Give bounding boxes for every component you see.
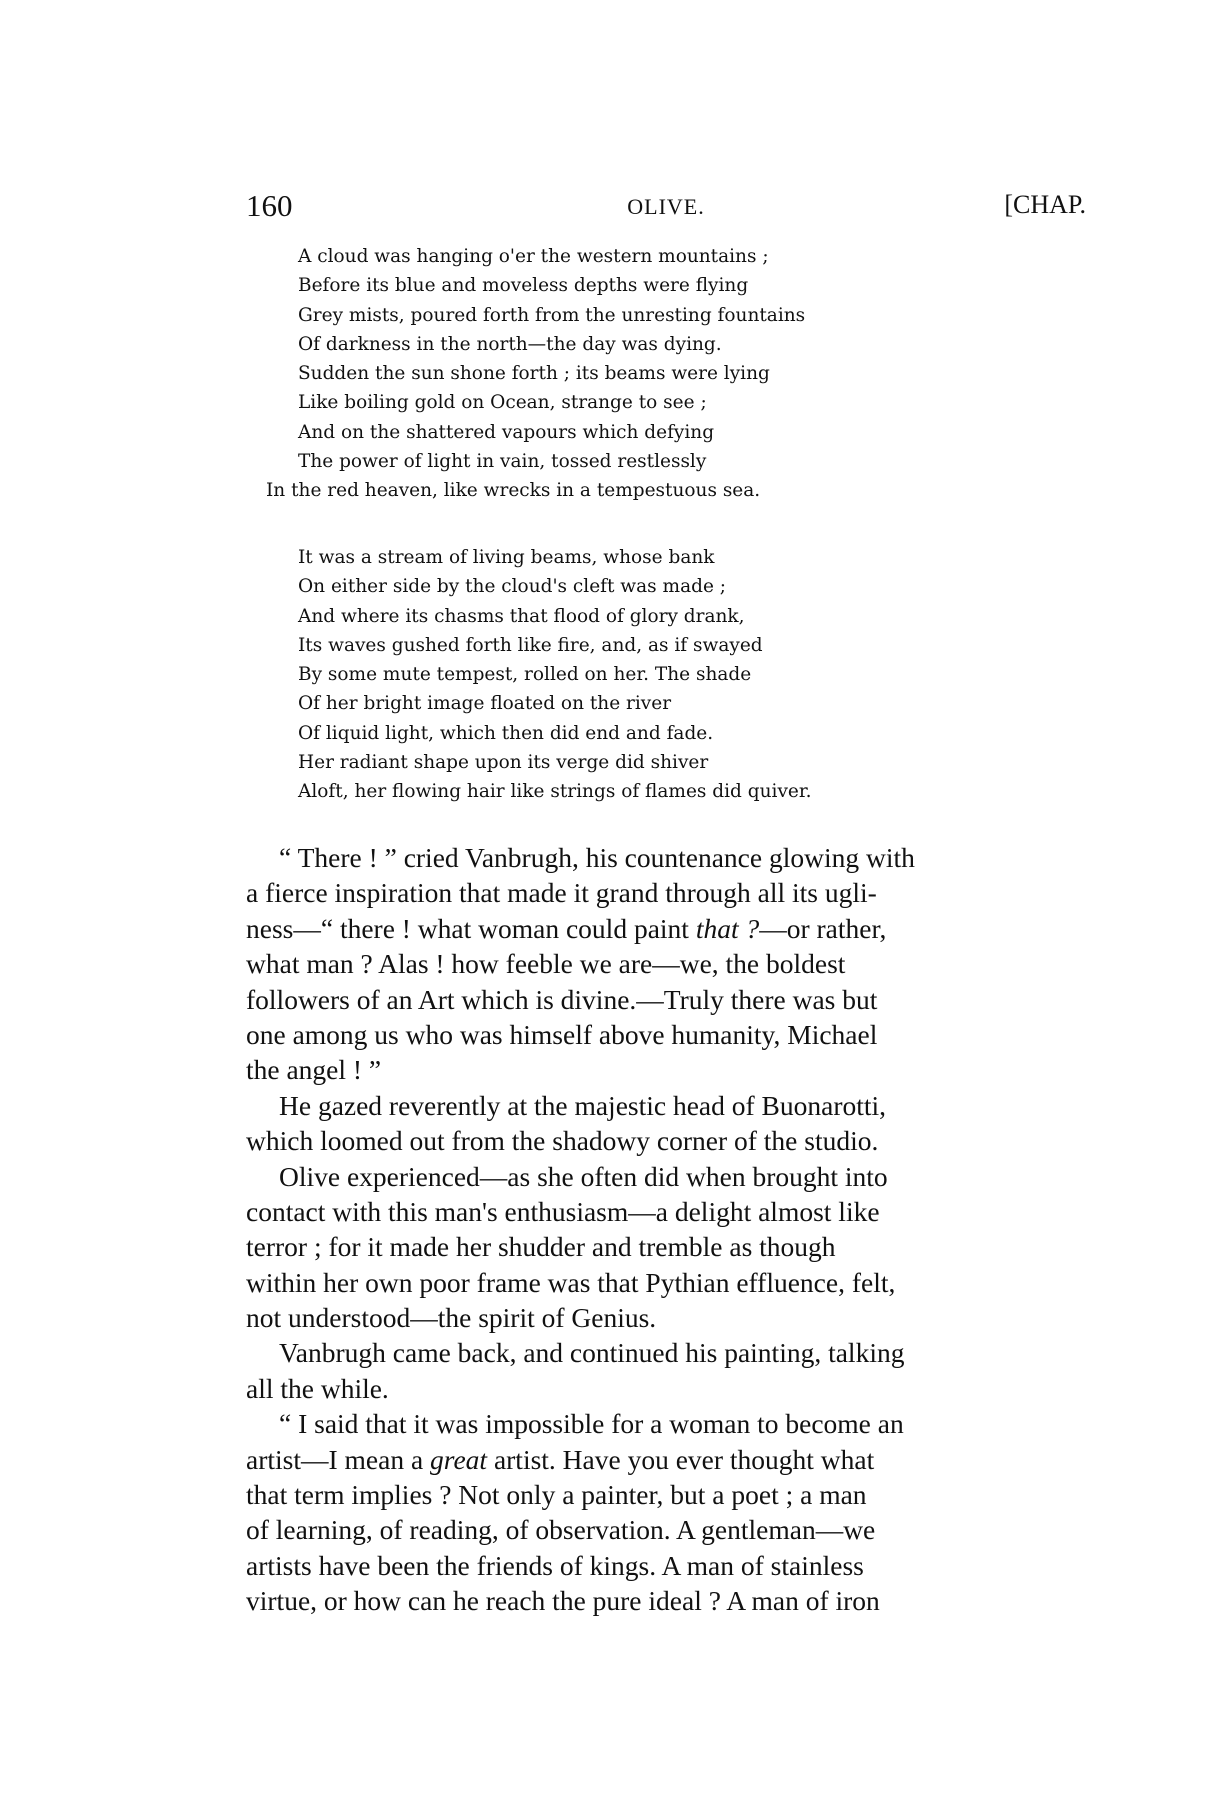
poem-line: Aloft, her flowing hair like strings of flames did quiver. [298, 781, 812, 803]
prose-text: —or rather, [759, 912, 887, 944]
prose-line: terror ; for it made her shudder and tremble as though [246, 1231, 836, 1263]
prose-line: “ There ! ” cried Vanbrugh, his countenance glowing with [279, 842, 915, 873]
prose-line: artists have been the friends of kings. A man of stainless [246, 1549, 864, 1581]
chapter-label: [CHAP. [1004, 190, 1086, 219]
italic-text: that ? [695, 912, 760, 944]
poem-line: Of liquid light, which then did end and fade. [298, 722, 714, 744]
prose-line: all the while. [246, 1372, 389, 1404]
prose-text: ness—“ there ! what woman could paint [246, 912, 696, 944]
prose-line: what man ? Alas ! how feeble we are—we, the boldest [246, 948, 846, 980]
poem-line: Of darkness in the north—the day was dying. [298, 333, 722, 355]
prose-body [246, 840, 1052, 1619]
prose-line: of learning, of reading, of observation. A gentleman—we [246, 1514, 876, 1546]
italic-text: great [430, 1443, 488, 1475]
prose-line: one among us who was himself above humanity, Michael [246, 1018, 878, 1050]
poem-line: Before its blue and moveless depths were flying [298, 275, 749, 297]
prose-line: He gazed reverently at the majestic head of Buonarotti, [279, 1089, 887, 1121]
prose-line: not understood—the spirit of Genius. [246, 1302, 657, 1334]
page-header [246, 188, 1086, 228]
prose-line [246, 1442, 1052, 1477]
poem-line: The power of light in vain, tossed restlessly [298, 451, 707, 473]
prose-text: artist—I mean a [246, 1443, 431, 1475]
poem-line: Grey mists, poured forth from the unresting fountains [298, 304, 806, 326]
prose-line: virtue, or how can he reach the pure ideal ? A man of iron [246, 1585, 880, 1617]
poem-stanza-2 [298, 543, 812, 807]
prose-line: Vanbrugh came back, and continued his painting, talking [279, 1337, 905, 1369]
prose-line: Olive experienced—as she often did when brought into [279, 1160, 888, 1192]
poem-line: Of her bright image floated on the river [298, 693, 672, 715]
prose-line: “ I said that it was impossible for a woman to become an [279, 1408, 904, 1440]
poem-line: Its waves gushed forth like fire, and, as if swayed [298, 634, 763, 656]
poem-line: Sudden the sun shone forth ; its beams were lying [298, 363, 770, 385]
prose-line: a fierce inspiration that made it grand through all its ugli- [246, 877, 877, 909]
prose-line: that term implies ? Not only a painter, but a poet ; a man [246, 1479, 867, 1511]
poem-line: It was a stream of living beams, whose bank [298, 547, 715, 568]
poem-line: Like boiling gold on Ocean, strange to see ; [298, 392, 707, 414]
prose-line: contact with this man's enthusiasm—a delight almost like [246, 1195, 880, 1227]
poem-line: Her radiant shape upon its verge did shiver [298, 752, 709, 774]
prose-text: artist. Have you ever thought what [487, 1443, 875, 1475]
prose-line: which loomed out from the shadowy corner of the studio. [246, 1125, 879, 1157]
prose-line [246, 911, 1052, 946]
poem-line: A cloud was hanging o'er the western mountains ; [298, 246, 769, 267]
poem-stanza-1 [266, 242, 806, 506]
poem-line: And where its chasms that flood of glory drank, [298, 605, 745, 627]
poem-line: And on the shattered vapours which defying [298, 421, 715, 443]
running-title: OLIVE. [627, 194, 705, 219]
poem-line: By some mute tempest, rolled on her. The shade [298, 664, 752, 686]
page-number: 160 [246, 188, 293, 223]
prose-line: the angel ! ” [246, 1054, 382, 1086]
poem-line: In the red heaven, like wrecks in a tempestuous sea. [266, 480, 761, 502]
prose-line: followers of an Art which is divine.—Truly there was but [246, 983, 878, 1015]
prose-line: within her own poor frame was that Pythian effluence, felt, [246, 1266, 896, 1298]
poem-line: On either side by the cloud's cleft was made ; [298, 576, 727, 598]
